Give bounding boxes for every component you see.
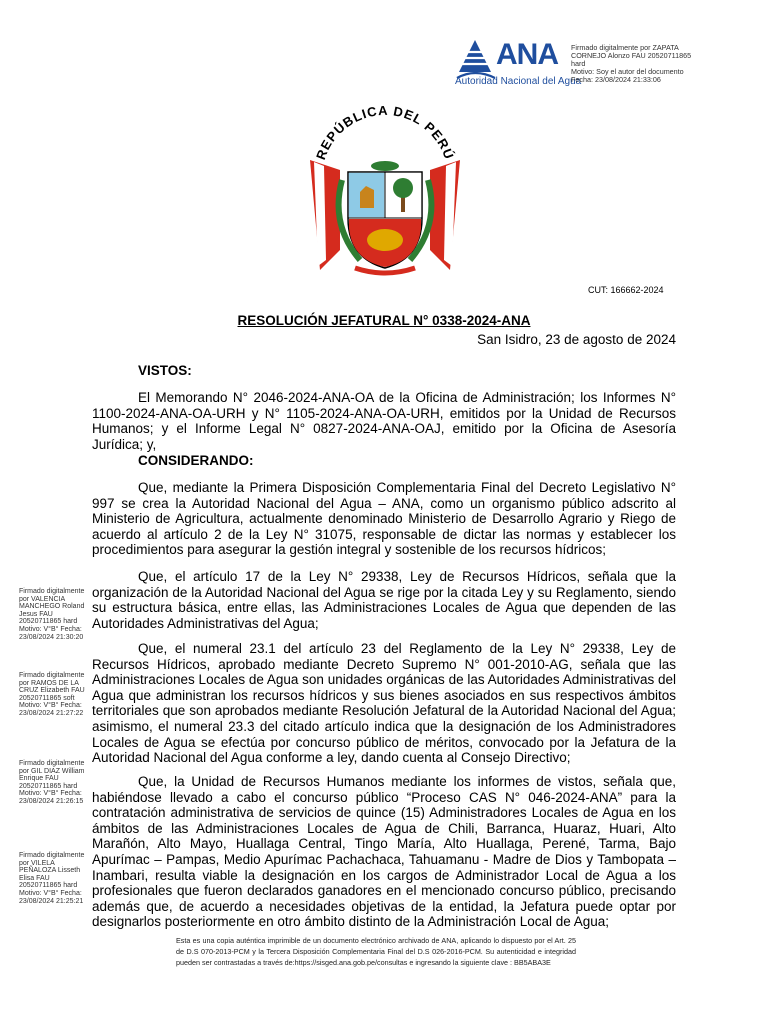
- paragraph-text: El Memorando N° 2046-2024-ANA-OA de la Oficina de Administración; los Informes N° 1100-2024-ANA-OA-URH y N° 1105-2024-ANA-OA-URH, emitidos por la Unidad de Recursos Humanos; y el Informe Legal N° 0827-2024-ANA-OAJ, emitido por la Oficina de Asesoría Jurídica; y,: [92, 390, 676, 452]
- ana-logo-text: ANA: [496, 38, 558, 71]
- coat-legend: REPÚBLICA DEL PERÚ: [312, 102, 458, 162]
- svg-text:REPÚBLICA DEL PERÚ: [313, 103, 457, 162]
- side-signature: Firmado digitalmente por VALENCIA MANCHEGO Roland Jesus FAU 20520711865 hard Motivo: V°B° Fecha: 23/08/2024 21:30:20: [19, 588, 85, 641]
- paragraph-text: Que, mediante la Primera Disposición Complementaria Final del Decreto Legislativo N° 997 se crea la Autoridad Nacional del Agua – ANA, como un organismo público adscrito al Ministerio de Agricultura, actualmente denominado Ministerio de Desarrollo Agrario y Riego de acuerdo al artículo 2 de la Ley N° 31075, responsable de dictar las normas y establecer los procedimientos para asegurar la gestión integral y sostenible de los recursos hídricos;: [92, 480, 676, 558]
- signature-line: CORNEJO Alonzo FAU 20520711865: [571, 51, 692, 60]
- authenticity-footer: Esta es una copia auténtica imprimible de un documento electrónico archivado de ANA, aplicando lo dispuesto por el Art. 25 de D.S 070-2013-PCM y la Tercera Disposición Complementaria Final del D.S 026-2016-PCM. Su autenticidad e integridad pueden ser contrastadas a través de:https://sisged.ana.gob.pe/consultas e ingresando la siguiente clave : BB5ABA3E: [176, 936, 576, 967]
- considerando-paragraph: [92, 641, 676, 766]
- cut-number: CUT: 166662-2024: [588, 285, 664, 295]
- place-date: San Isidro, 23 de agosto de 2024: [477, 332, 676, 347]
- signature-line: Motivo: Soy el autor del documento: [571, 67, 684, 76]
- paragraph-text: Que, la Unidad de Recursos Humanos mediante los informes de vistos, señala que, habiéndose llevado a cabo el concurso público “Proceso CAS N° 046-2024-ANA” para la contratación administrativa de servicios de quince (15) Administradores Locales de Agua en los ámbitos de las Administraciones Locales de Agua de Chili, Barranca, Huaraz, Huari, Alto Marañón, Alto Mayo, Huallaga Central, Tingo María, Alto Huallaga, Perené, Tarma, Bajo Apurímac – Pampas, Medio Apurímac Pachachaca, Tahuamanu - Madre de Dios y Tambopata – Inambari, resulta viable la designación en los cargos de Administrador Local de Agua a los profesionales que fueron declarados ganadores en el mencionado concurso público, precisando además que, de acuerdo a necesidades objetivas de la entidad, la Jefatura puede optar por designarlos posteriormente en otro ámbito distinto de la Administración Local de Agua;: [92, 774, 676, 930]
- vistos-paragraph: [92, 390, 676, 452]
- paragraph-text: Que, el numeral 23.1 del artículo 23 del Reglamento de la Ley N° 29338, Ley de Recursos Hídricos, aprobado mediante Decreto Supremo N° 001-2010-AG, señala que las Administraciones Locales de Agua son unidades orgánicas de las Autoridades Administrativas del Agua que administran los recursos hídricos y sus bienes asociados en sus respectivos ámbitos territoriales que son aprobados mediante Resolución Jefatural de la Autoridad Nacional del Agua; asimismo, el numeral 23.3 del citado artículo indica que la designación de los Administradores Locales de Agua se efectúa por concurso público de méritos, convocado por la Jefatura de la Autoridad Nacional del Agua conforme a ley, dando cuenta al Consejo Directivo;: [92, 641, 676, 766]
- considerando-paragraph: [92, 480, 676, 558]
- side-signature: Firmado digitalmente por VILELA PEÑALOZA Lisseth Elisa FAU 20520711865 hard Motivo: V°B° Fecha: 23/08/2024 21:25:21: [19, 852, 85, 905]
- considerando-paragraph: [92, 569, 676, 631]
- digital-signature-header: [571, 44, 691, 84]
- considerando-paragraph: [92, 774, 676, 930]
- side-signature: Firmado digitalmente por GIL DIAZ William Enrique FAU 20520711865 hard Motivo: V°B° Fecha: 23/08/2024 21:26:15: [19, 760, 85, 805]
- resolution-title: RESOLUCIÓN JEFATURAL N° 0338-2024-ANA: [237, 313, 531, 328]
- signature-line: hard: [571, 59, 586, 68]
- considerando-heading: CONSIDERANDO:: [138, 453, 254, 468]
- side-signature: Firmado digitalmente por RAMOS DE LA CRUZ Elizabeth FAU 20520711865 soft Motivo: V°B° Fecha: 23/08/2024 21:27:22: [19, 672, 85, 717]
- coat-of-arms-icon: [300, 100, 470, 280]
- paragraph-text: Que, el artículo 17 de la Ley N° 29338, Ley de Recursos Hídricos, señala que la organización de la Autoridad Nacional del Agua se rige por la citada Ley y su Reglamento, siendo su estructura básica, entre ellas, las Administraciones Locales de Agua que dependen de las Autoridades Administrativas del Agua;: [92, 569, 676, 631]
- signature-line: Firmado digitalmente por ZAPATA: [571, 43, 679, 52]
- ana-logo-subtitle: Autoridad Nacional del Agua: [455, 76, 582, 87]
- signature-line: Fecha: 23/08/2024 21:33:06: [571, 75, 661, 84]
- vistos-heading: VISTOS:: [138, 363, 192, 378]
